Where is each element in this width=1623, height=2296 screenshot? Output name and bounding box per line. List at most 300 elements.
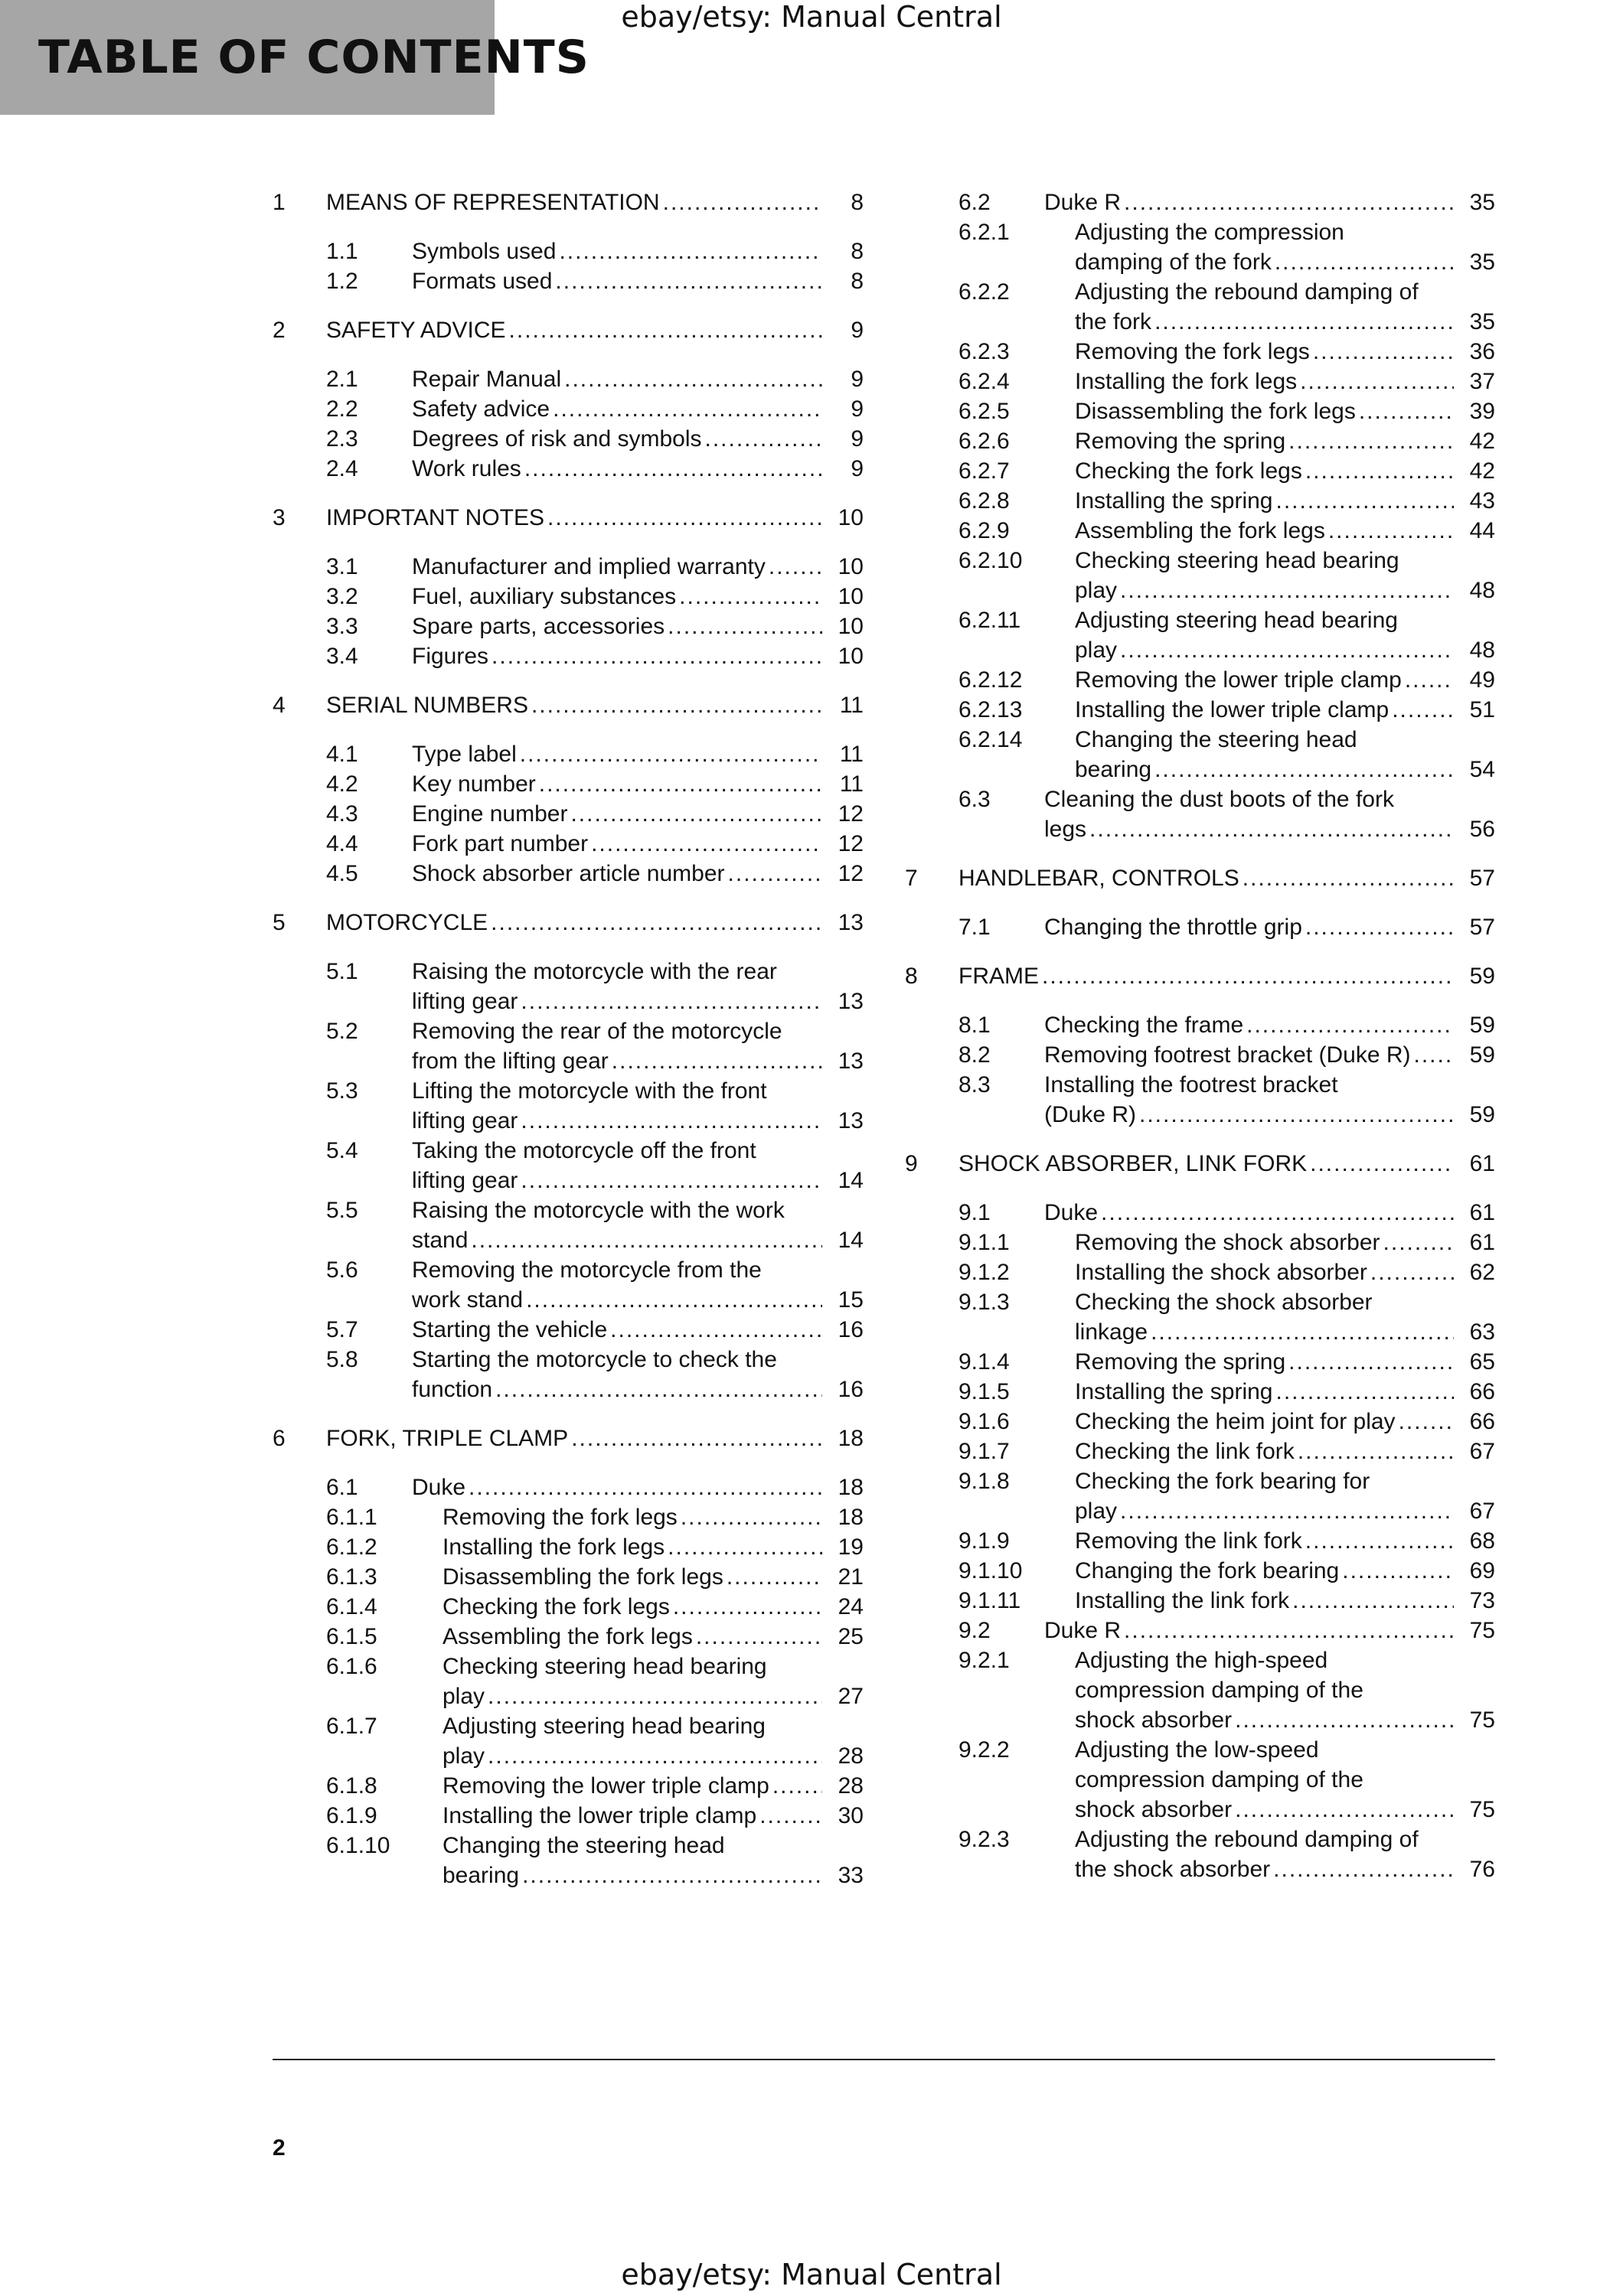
dot-leader [1392,695,1454,725]
toc-entry[interactable] [905,863,1495,893]
toc-entry[interactable] [273,690,864,720]
dot-leader [1120,635,1454,665]
toc-entry[interactable] [905,1407,1495,1437]
toc-entry[interactable] [273,1016,864,1076]
toc-entry[interactable] [273,829,864,859]
toc-entry[interactable] [273,582,864,612]
toc-entry-title-line: lifting gear [412,1108,518,1133]
toc-entry[interactable] [905,456,1495,486]
toc-entry[interactable] [905,1556,1495,1586]
toc-entry[interactable] [905,784,1495,844]
toc-entry[interactable] [273,1195,864,1255]
toc-entry-page: 48 [1469,638,1495,663]
toc-entry-number: 6.2.7 [958,458,1010,484]
toc-entry-number: 6.2.9 [958,518,1010,543]
toc-entry[interactable] [273,1315,864,1345]
dot-leader [520,739,822,769]
toc-entry[interactable] [273,799,864,829]
toc-entry-title-line: Removing the fork legs [1075,339,1310,364]
toc-entry-number: 8.3 [958,1072,991,1097]
toc-entry-page: 35 [1469,190,1495,215]
toc-entry-number: 6.2.12 [958,667,1023,693]
toc-entry-page: 59 [1469,1042,1495,1068]
toc-entry[interactable] [905,426,1495,456]
toc-entry-page: 63 [1469,1319,1495,1345]
toc-entry-number: 6.2.13 [958,697,1023,722]
toc-entry-page: 76 [1469,1857,1495,1882]
toc-entry-title-line: Installing the spring [1075,488,1273,514]
toc-entry-page: 11 [839,742,864,767]
toc-entry-number: 5 [273,910,286,935]
dot-leader [491,641,822,671]
toc-entry[interactable] [905,1377,1495,1407]
toc-entry-number: 6.3 [958,787,991,812]
toc-entry-number: 1.2 [326,269,358,294]
toc-entry-number: 5.8 [326,1347,358,1372]
toc-entry-page: 67 [1469,1439,1495,1464]
toc-entry-page: 10 [838,614,864,639]
toc-entry[interactable] [273,364,864,394]
toc-entry-title-line: Checking steering head bearing [1075,548,1399,573]
toc-entry-page: 18 [838,1426,864,1451]
toc-entry-page: 25 [838,1624,864,1649]
toc-entry[interactable] [273,1345,864,1404]
toc-entry-number: 1.1 [326,239,358,264]
toc-entry-number: 4 [273,693,286,718]
toc-entry-page: 75 [1469,1618,1495,1643]
toc-entry-page: 8 [851,269,864,294]
dot-leader [1139,1100,1454,1130]
toc-entry[interactable] [273,1136,864,1195]
toc-entry-page: 9 [851,426,864,452]
toc-entry[interactable] [273,1592,864,1622]
toc-entry-title-line: from the lifting gear [412,1049,609,1074]
toc-entry-title-line: Disassembling the fork legs [442,1564,723,1590]
dot-leader [668,612,822,641]
toc-entry-number: 1 [273,190,286,215]
toc-entry-page: 61 [1469,1230,1495,1255]
toc-entry-title-line: Checking the shock absorber [1075,1290,1373,1315]
toc-entry-page: 11 [839,693,864,718]
dot-leader [1124,188,1454,217]
toc-entry-title-line: Checking steering head bearing [442,1654,767,1679]
toc-entry-title-line: the shock absorber [1075,1857,1271,1882]
toc-entry[interactable] [905,1735,1495,1825]
toc-entry[interactable] [273,1801,864,1831]
toc-entry-number: 6.2.10 [958,548,1023,573]
toc-entry-page: 66 [1469,1409,1495,1434]
toc-entry-page: 9 [851,396,864,422]
toc-entry-page: 61 [1469,1151,1495,1176]
dot-leader [1151,1317,1454,1347]
toc-entry-title-line: Raising the motorcycle with the rear [412,959,777,984]
toc-entry-number: 6.2.14 [958,727,1023,752]
toc-entry[interactable] [905,1149,1495,1179]
page-number: 2 [273,2135,286,2161]
toc-entry-number: 4.2 [326,771,358,797]
toc-entry-title-line: the fork [1075,309,1152,334]
toc-entry-title-line: Duke [1044,1200,1099,1225]
toc-entry-number: 9.1.1 [958,1230,1010,1255]
dot-leader [1313,337,1454,367]
toc-entry-number: 6.2.2 [958,279,1010,305]
toc-entry-page: 11 [839,771,864,797]
dot-leader [491,908,822,938]
dot-leader [1399,1407,1454,1437]
toc-entry-page: 9 [851,456,864,481]
toc-entry[interactable] [905,277,1495,337]
toc-entry-number: 3 [273,505,286,530]
toc-entry-page: 16 [838,1377,864,1402]
toc-entry-page: 68 [1469,1528,1495,1554]
toc-entry-page: 48 [1469,578,1495,603]
toc-entry[interactable] [273,1255,864,1315]
toc-entry-title-line: Installing the lower triple clamp [1075,697,1390,722]
toc-entry-title-line: Adjusting the high-speed [1075,1648,1328,1673]
dot-leader [679,582,822,612]
toc-entry-number: 9.2.2 [958,1737,1010,1763]
toc-entry-title-line: Adjusting steering head bearing [1075,608,1398,633]
toc-entry-number: 3.4 [326,644,358,669]
toc-entry[interactable] [905,486,1495,516]
dot-leader [1124,1616,1454,1645]
toc-entry[interactable] [905,695,1495,725]
dot-leader [1276,486,1455,516]
toc-entry-page: 75 [1469,1707,1495,1733]
toc-entry-number: 6.1.8 [326,1773,377,1799]
toc-entry-title-line: play [442,1743,485,1769]
toc-entry-number: 9.2.3 [958,1827,1010,1852]
dot-leader [488,1681,822,1711]
toc-entry-page: 14 [838,1228,864,1253]
dot-leader [1042,961,1454,991]
toc-entry[interactable] [273,1424,864,1453]
toc-entry-title-line: Type label [412,742,517,767]
dot-leader [1414,1040,1454,1070]
toc-entry[interactable] [905,367,1495,396]
toc-entry-page: 49 [1469,667,1495,693]
toc-entry-title-line: Removing the link fork [1075,1528,1302,1554]
dot-leader [570,799,822,829]
toc-entry-title-line: Checking the heim joint for play [1075,1409,1396,1434]
dot-leader [727,1562,822,1592]
toc-entry-title-line: Degrees of risk and symbols [412,426,702,452]
toc-entry[interactable] [905,1010,1495,1040]
dot-leader [1328,516,1454,546]
toc-entry[interactable] [905,1287,1495,1347]
dot-leader [1292,1586,1454,1616]
toc-entry[interactable] [273,641,864,671]
toc-entry-number: 9.1.5 [958,1379,1010,1404]
toc-entry[interactable] [905,1526,1495,1556]
toc-entry[interactable] [905,516,1495,546]
toc-entry-number: 9.1.7 [958,1439,1010,1464]
dot-leader [1089,814,1454,844]
toc-entry-number: 7.1 [958,915,991,940]
toc-entry-title-line: Removing the motorcycle from the [412,1257,762,1283]
toc-entry[interactable] [905,1040,1495,1070]
toc-entry-title-line: shock absorber [1075,1797,1233,1822]
footer-divider [273,2059,1495,2060]
toc-entry[interactable] [273,1502,864,1532]
dot-leader [1310,1149,1454,1179]
toc-entry-title-line: Changing the steering head [442,1833,725,1858]
dot-leader [469,1473,822,1502]
toc-entry-title-line: Changing the fork bearing [1075,1558,1340,1583]
toc-entry-page: 10 [838,505,864,530]
dot-leader [1243,863,1454,893]
toc-entry[interactable] [273,908,864,938]
toc-entry-page: 69 [1469,1558,1495,1583]
dot-leader [663,188,822,217]
toc-entry[interactable] [905,1616,1495,1645]
toc-entry-page: 27 [838,1684,864,1709]
toc-entry-page: 65 [1469,1349,1495,1375]
dot-leader [531,690,822,720]
dot-leader [696,1622,822,1652]
toc-entry[interactable] [905,1198,1495,1228]
toc-entry-page: 35 [1469,309,1495,334]
toc-entry[interactable] [905,188,1495,217]
toc-entry-page: 59 [1469,1102,1495,1127]
toc-entry-title-line: stand [412,1228,469,1253]
dot-leader [668,1532,822,1562]
toc-entry[interactable] [273,1771,864,1801]
dot-leader [1154,307,1454,337]
toc-entry-number: 3.3 [326,614,358,639]
toc-entry-title-line: Duke [412,1475,466,1500]
toc-entry-title-line: Shock absorber article number [412,861,725,886]
toc-entry[interactable] [905,1437,1495,1466]
toc-entry-title-line: Assembling the fork legs [442,1624,693,1649]
toc-entry-title-line: Duke R [1044,190,1122,215]
toc-entry[interactable] [273,394,864,424]
toc-entry-page: 37 [1469,369,1495,394]
toc-entry-title-line: MEANS OF REPRESENTATION [326,190,660,215]
toc-entry-title-line: Taking the motorcycle off the front [412,1138,756,1163]
toc-entry-page: 12 [838,861,864,886]
toc-entry-page: 10 [838,554,864,579]
toc-entry-title-line: (Duke R) [1044,1102,1137,1127]
toc-entry[interactable] [273,188,864,217]
toc-entry[interactable] [273,236,864,266]
toc-entry[interactable] [273,1076,864,1136]
toc-entry-title-line: Starting the motorcycle to check the [412,1347,777,1372]
toc-entry-title-line: FORK, TRIPLE CLAMP [326,1426,569,1451]
toc-entry[interactable] [273,503,864,533]
toc-entry-number: 9.1 [958,1200,991,1225]
toc-entry-title-line: play [1075,638,1118,663]
toc-entry-title-line: Checking the frame [1044,1013,1244,1038]
dot-leader [1288,1347,1454,1377]
dot-leader [1288,426,1454,456]
toc-entry-page: 33 [838,1863,864,1888]
toc-entry[interactable] [905,1347,1495,1377]
watermark-bottom: ebay/etsy: Manual Central [621,2258,1002,2291]
toc-entry[interactable] [273,739,864,769]
toc-entry-page: 10 [838,644,864,669]
toc-entry-number: 6.1.10 [326,1833,390,1858]
toc-entry-page: 18 [838,1475,864,1500]
toc-entry[interactable] [905,1228,1495,1257]
toc-entry-number: 6.1 [326,1475,358,1500]
toc-entry-title-line: Removing the rear of the motorcycle [412,1019,782,1044]
dot-leader [1342,1556,1454,1586]
toc-entry-page: 54 [1469,757,1495,782]
toc-entry-title-line: Installing the fork legs [1075,369,1298,394]
toc-entry-title-line: Cleaning the dust boots of the fork [1044,787,1394,812]
toc-entry[interactable] [273,1622,864,1652]
toc-entry-number: 2.4 [326,456,358,481]
toc-entry-title-line: Work rules [412,456,521,481]
toc-entry-title-line: Checking the fork bearing for [1075,1469,1370,1494]
toc-entry[interactable] [905,725,1495,784]
toc-entry-number: 9.1.11 [958,1588,1021,1613]
toc-entry-number: 6.1.4 [326,1594,377,1619]
toc-entry-title-line: Safety advice [412,396,550,422]
toc-entry[interactable] [905,1586,1495,1616]
toc-entry-title-line: Symbols used [412,239,557,264]
toc-entry-page: 39 [1469,399,1495,424]
toc-entry[interactable] [905,1257,1495,1287]
toc-entry-page: 13 [838,989,864,1014]
toc-left-column [273,188,864,1890]
dot-leader [488,1741,822,1771]
toc-entry-page: 67 [1469,1499,1495,1524]
toc-entry-number: 5.1 [326,959,358,984]
toc-entry-number: 6.2.4 [958,369,1010,394]
toc-entry-title-line: MOTORCYCLE [326,910,488,935]
toc-entry[interactable] [273,1711,864,1771]
toc-entry-title-line: Engine number [412,801,568,827]
toc-entry-page: 10 [838,584,864,609]
toc-entry[interactable] [905,1825,1495,1884]
toc-entry-number: 9.1.2 [958,1260,1010,1285]
toc-entry-title-line: Installing the link fork [1075,1588,1290,1613]
toc-entry[interactable] [273,1473,864,1502]
toc-entry[interactable] [273,1532,864,1562]
toc-entry-number: 9 [905,1151,918,1176]
toc-entry-title-line: lifting gear [412,1168,518,1193]
dot-leader [705,424,823,454]
toc-entry-title-line: Installing the spring [1075,1379,1273,1404]
toc-entry[interactable] [905,961,1495,991]
toc-entry[interactable] [273,769,864,799]
toc-entry-title-line: Lifting the motorcycle with the front [412,1078,767,1104]
dot-leader [1383,1228,1454,1257]
toc-entry-number: 8 [905,964,918,989]
toc-entry[interactable] [273,1652,864,1711]
toc-entry[interactable] [905,605,1495,665]
toc-entry-title-line: play [1075,578,1118,603]
toc-entry-number: 7 [905,866,918,891]
dot-leader [1246,1010,1454,1040]
dot-leader [1235,1795,1454,1825]
toc-entry-title-line: Key number [412,771,536,797]
toc-entry-page: 51 [1469,697,1495,722]
toc-entry-title-line: bearing [1075,757,1152,782]
toc-entry-title-line: work stand [412,1287,524,1313]
toc-entry-page: 15 [838,1287,864,1313]
toc-entry[interactable] [273,266,864,296]
toc-entry[interactable] [273,612,864,641]
toc-entry-page: 61 [1469,1200,1495,1225]
toc-entry-page: 59 [1469,964,1495,989]
toc-entry[interactable] [273,1831,864,1890]
dot-leader [759,1801,822,1831]
toc-entry-title-line: SHOCK ABSORBER, LINK FORK [958,1151,1308,1176]
dot-leader [1359,396,1454,426]
toc-right-column [905,188,1495,1884]
dot-leader [571,1424,822,1453]
toc-entry-number: 8.2 [958,1042,991,1068]
toc-entry-number: 6 [273,1426,286,1451]
toc-entry[interactable] [905,396,1495,426]
dot-leader [1300,367,1454,396]
toc-entry[interactable] [273,957,864,1016]
toc-entry-page: 13 [838,1108,864,1133]
toc-entry-title-line: Adjusting the rebound damping of [1075,1827,1419,1852]
toc-entry[interactable] [273,454,864,484]
toc-entry-number: 9.1.9 [958,1528,1010,1554]
toc-entry[interactable] [905,217,1495,277]
toc-entry[interactable] [273,1562,864,1592]
dot-leader [521,1106,822,1136]
toc-entry[interactable] [905,337,1495,367]
toc-entry-number: 2 [273,318,286,343]
dot-leader [1120,576,1454,605]
toc-entry-title-line: compression damping of the [1075,1767,1363,1792]
dot-leader [495,1375,822,1404]
toc-entry-title-line: Adjusting steering head bearing [442,1714,766,1739]
dot-leader [673,1592,822,1622]
toc-entry-number: 6.1.7 [326,1714,377,1739]
toc-entry-number: 3.1 [326,554,358,579]
dot-leader [524,454,822,484]
toc-entry-title-line: linkage [1075,1319,1148,1345]
toc-entry[interactable] [905,546,1495,605]
toc-entry-number: 2.1 [326,367,358,392]
dot-leader [555,266,822,296]
toc-entry-number: 8.1 [958,1013,991,1038]
toc-entry[interactable] [273,315,864,345]
toc-entry[interactable] [905,912,1495,942]
toc-entry[interactable] [905,1645,1495,1735]
toc-entry-page: 30 [838,1803,864,1828]
toc-entry[interactable] [905,1070,1495,1130]
toc-entry-number: 9.1.4 [958,1349,1010,1375]
toc-entry-title-line: lifting gear [412,989,518,1014]
toc-entry[interactable] [905,665,1495,695]
toc-entry[interactable] [273,859,864,889]
page-title: TABLE OF CONTENTS [38,31,589,84]
toc-entry-title-line: Changing the steering head [1075,727,1357,752]
toc-entry[interactable] [273,552,864,582]
toc-entry-number: 6.1.3 [326,1564,377,1590]
toc-entry-title-line: Spare parts, accessories [412,614,665,639]
toc-entry[interactable] [905,1466,1495,1526]
toc-entry-title-line: play [442,1684,485,1709]
dot-leader [1154,755,1454,784]
toc-entry-page: 28 [838,1773,864,1799]
toc-entry-page: 18 [838,1505,864,1530]
toc-entry-number: 5.5 [326,1198,358,1223]
toc-entry-title-line: Repair Manual [412,367,562,392]
dot-leader [769,552,822,582]
toc-entry-page: 19 [838,1534,864,1560]
toc-entry[interactable] [273,424,864,454]
header-banner [0,0,589,115]
